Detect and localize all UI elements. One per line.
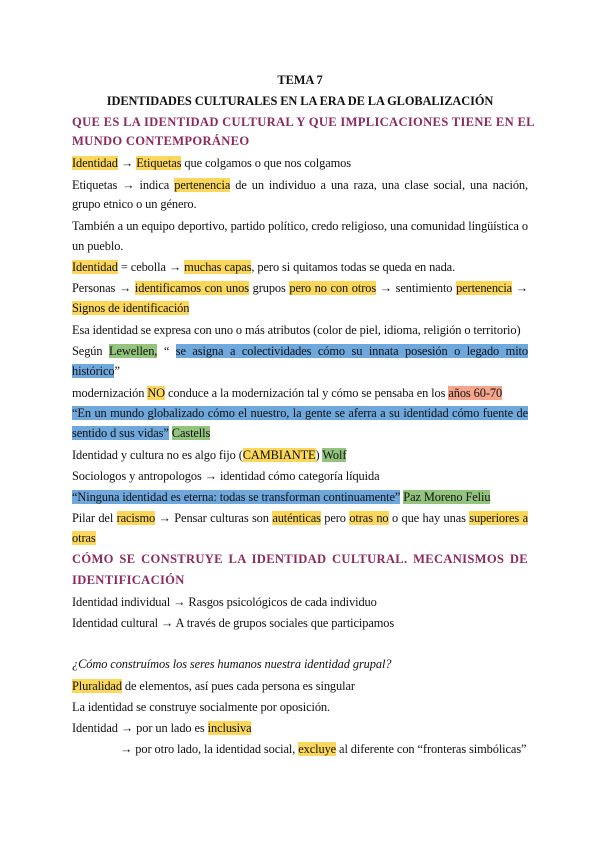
paragraph-lewellen-line2: histórico”: [72, 364, 120, 378]
paragraph-etiquetas-line1: Etiquetas → indica pertenencia de un individuo a una raza, una clase social, una nación,: [72, 178, 529, 192]
paragraph-identidad-individual: Identidad individual → Rasgos psicológicos de cada individuo: [72, 595, 377, 609]
paragraph-tambien-line2: un pueblo.: [72, 239, 124, 253]
section2-heading-line1: CÓMO SE CONSTRUYE LA IDENTIDAD CULTURAL. MECANISMOS DE: [72, 552, 528, 566]
section2-heading-line2: IDENTIFICACIÓN: [72, 573, 185, 587]
paragraph-tambien-line1: También a un equipo deportivo, partido político, credo religioso, una comunidad lingüística o: [72, 219, 528, 233]
question-identidad-grupal: ¿Cómo construímos los seres humanos nuestra identidad grupal?: [72, 657, 392, 671]
paragraph-atributos: Esa identidad se expresa con uno o más atributos (color de piel, idioma, religión o territorio): [72, 323, 521, 337]
paragraph-identidad-cultural: Identidad cultural → A través de grupos sociales que participamos: [72, 616, 395, 630]
paragraph-sociologos: Sociologos y antropologos → identidad cómo categoría líquida: [72, 469, 380, 483]
doc-subtitle: IDENTIDADES CULTURALES EN LA ERA DE LA GLOBALIZACIÓN: [106, 94, 494, 108]
paragraph-cebolla: Identidad = cebolla → muchas capas, pero si quitamos todas se queda en nada.: [72, 260, 456, 274]
paragraph-racismo-line2: otras: [72, 531, 96, 545]
section1-heading-line2: MUNDO CONTEMPORÁNEO: [72, 134, 250, 148]
paragraph-excluye: → por otro lado, la identidad social, excluye al diferente con “fronteras simbólicas”: [120, 742, 527, 756]
paragraph-racismo-line1: Pilar del racismo → Pensar culturas son auténticas pero otras no o que hay unas superiores a: [72, 511, 528, 525]
paragraph-paz-moreno: “Ninguna identidad es eterna: todas se transforman continuamente” Paz Moreno Feliu: [72, 490, 491, 504]
paragraph-wolf: Identidad y cultura no es algo fijo (CAMBIANTE) Wolf: [72, 448, 347, 462]
paragraph-etiquetas-line2: grupo etnico o un género.: [72, 197, 197, 211]
paragraph-personas-line2: Signos de identificación: [72, 301, 190, 315]
paragraph-pluralidad: Pluralidad de elementos, así pues cada persona es singular: [72, 679, 355, 693]
paragraph-identidad-etiquetas: Identidad → Etiquetas que colgamos o que nos colgamos: [72, 156, 351, 170]
paragraph-castells-line2: sentido d sus vidas” Castells: [72, 426, 211, 440]
paragraph-modernizacion: modernización NO conduce a la modernización tal y cómo se pensaba en los años 60-70: [72, 386, 503, 400]
paragraph-personas-line1: Personas → identificamos con unos grupos pero no con otros → sentimiento pertenencia →: [72, 281, 529, 295]
paragraph-inclusiva: Identidad → por un lado es inclusiva: [72, 721, 252, 735]
doc-title: TEMA 7: [277, 73, 323, 87]
paragraph-lewellen-line1: Según Lewellen, “ se asigna a colectividades cómo su innata posesión o legado mito: [72, 344, 528, 358]
section1-heading-line1: QUE ES LA IDENTIDAD CULTURAL Y QUE IMPLICACIONES TIENE EN EL: [72, 115, 535, 129]
paragraph-oposicion: La identidad se construye socialmente por oposición.: [72, 700, 331, 714]
paragraph-castells-line1: “En un mundo globalizado cómo el nuestro, la gente se aferra a su identidad cómo fuente de: [72, 406, 528, 420]
